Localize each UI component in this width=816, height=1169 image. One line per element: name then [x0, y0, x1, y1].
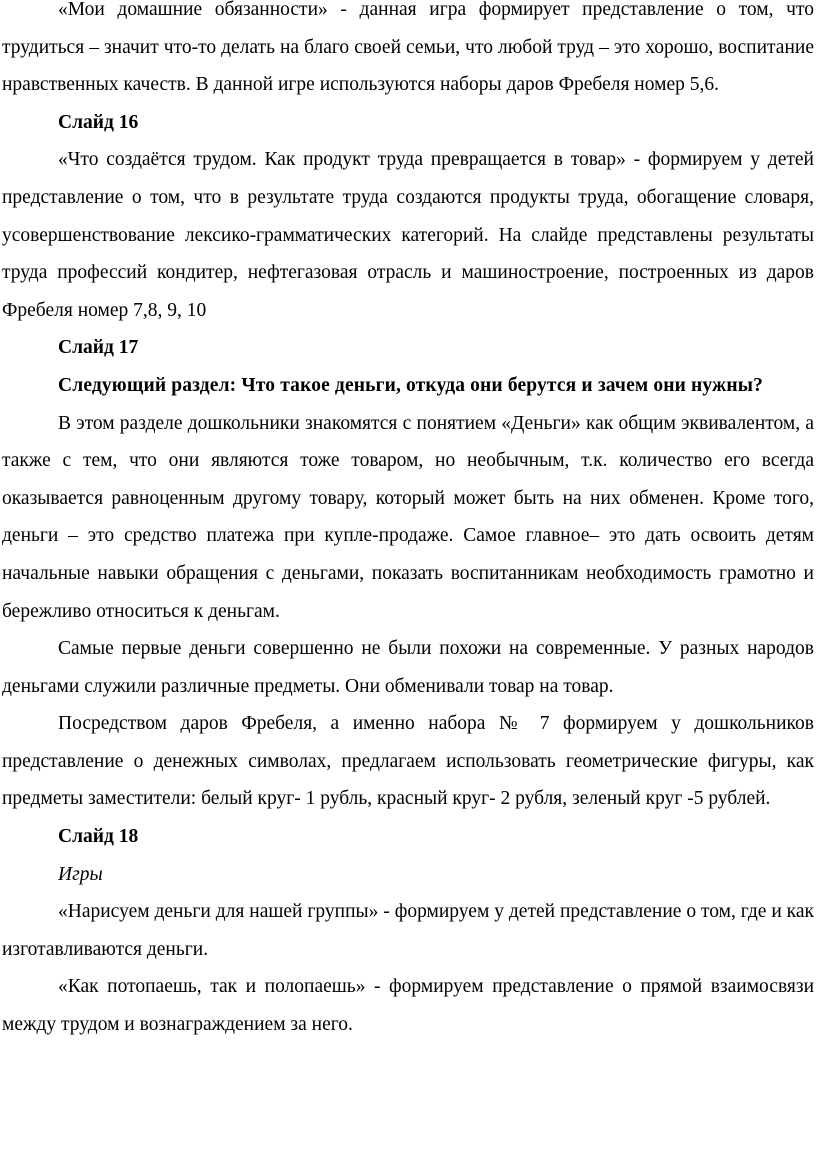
subheading-games: Игры	[58, 863, 103, 885]
heading-slide-18: Слайд 18	[58, 826, 139, 848]
paragraph-household-game: «Мои домашние обязанности» - данная игра формирует представление о том, что трудиться – значит что-то делать на благо своей семьи, что любой труд – это хорошо, воспитание нравственных качеств. В данной игре используются наборы даров Фребеля номер 5,6.	[2, 0, 814, 96]
paragraph-labor-product: «Что создаётся трудом. Как продукт труда превращается в товар» - формируем у детей представление о том, что в результате труда создаются продукты труда, обогащение словаря, усовершенствование лексико-грамматических категорий. На слайде представлены результаты труда профессий кондитер, нефтегазовая отрасль и машиностроение, построенных из даров Фребеля номер 7,8, 9, 10	[2, 149, 814, 321]
paragraph-work-reward-game: «Как потопаешь, так и полопаешь» - формируем представление о прямой взаимосвязи между трудом и вознаграждением за него.	[2, 976, 814, 1036]
paragraph-money-symbols: Посредством даров Фребеля, а именно набора № 7 формируем у дошкольников представление о денежных символах, предлагаем использовать геометрические фигуры, как предметы заместители: белый круг- 1 рубль, красный круг- 2 рубля, зеленый круг -5 рублей.	[2, 713, 814, 810]
paragraph-draw-money-game: «Нарисуем деньги для нашей группы» - формируем у детей представление о том, где и как изготавливаются деньги.	[2, 901, 814, 960]
paragraph-money-concept: В этом разделе дошкольники знакомятся с понятием «Деньги» как общим эквивалентом, а также с тем, что они являются тоже товаром, но необычным, т.к. количество его всегда оказывается равноценным другому товару, который может быть на них обменен. Кроме того, деньги – это средство платежа при купле-продаже. Самое главное– это дать освоить детям начальные навыки обращения с деньгами, показать воспитанникам необходимость грамотно и бережливо относиться к деньгам.	[2, 412, 814, 622]
heading-slide-16: Слайд 16	[58, 111, 139, 133]
paragraph-first-money: Самые первые деньги совершенно не были похожи на современные. У разных народов деньгами служили различные предметы. Они обменивали товар на товар.	[2, 638, 814, 697]
section-title-money: Следующий раздел: Что такое деньги, откуда они берутся и зачем они нужны?	[58, 374, 764, 396]
heading-slide-17: Слайд 17	[58, 337, 139, 359]
